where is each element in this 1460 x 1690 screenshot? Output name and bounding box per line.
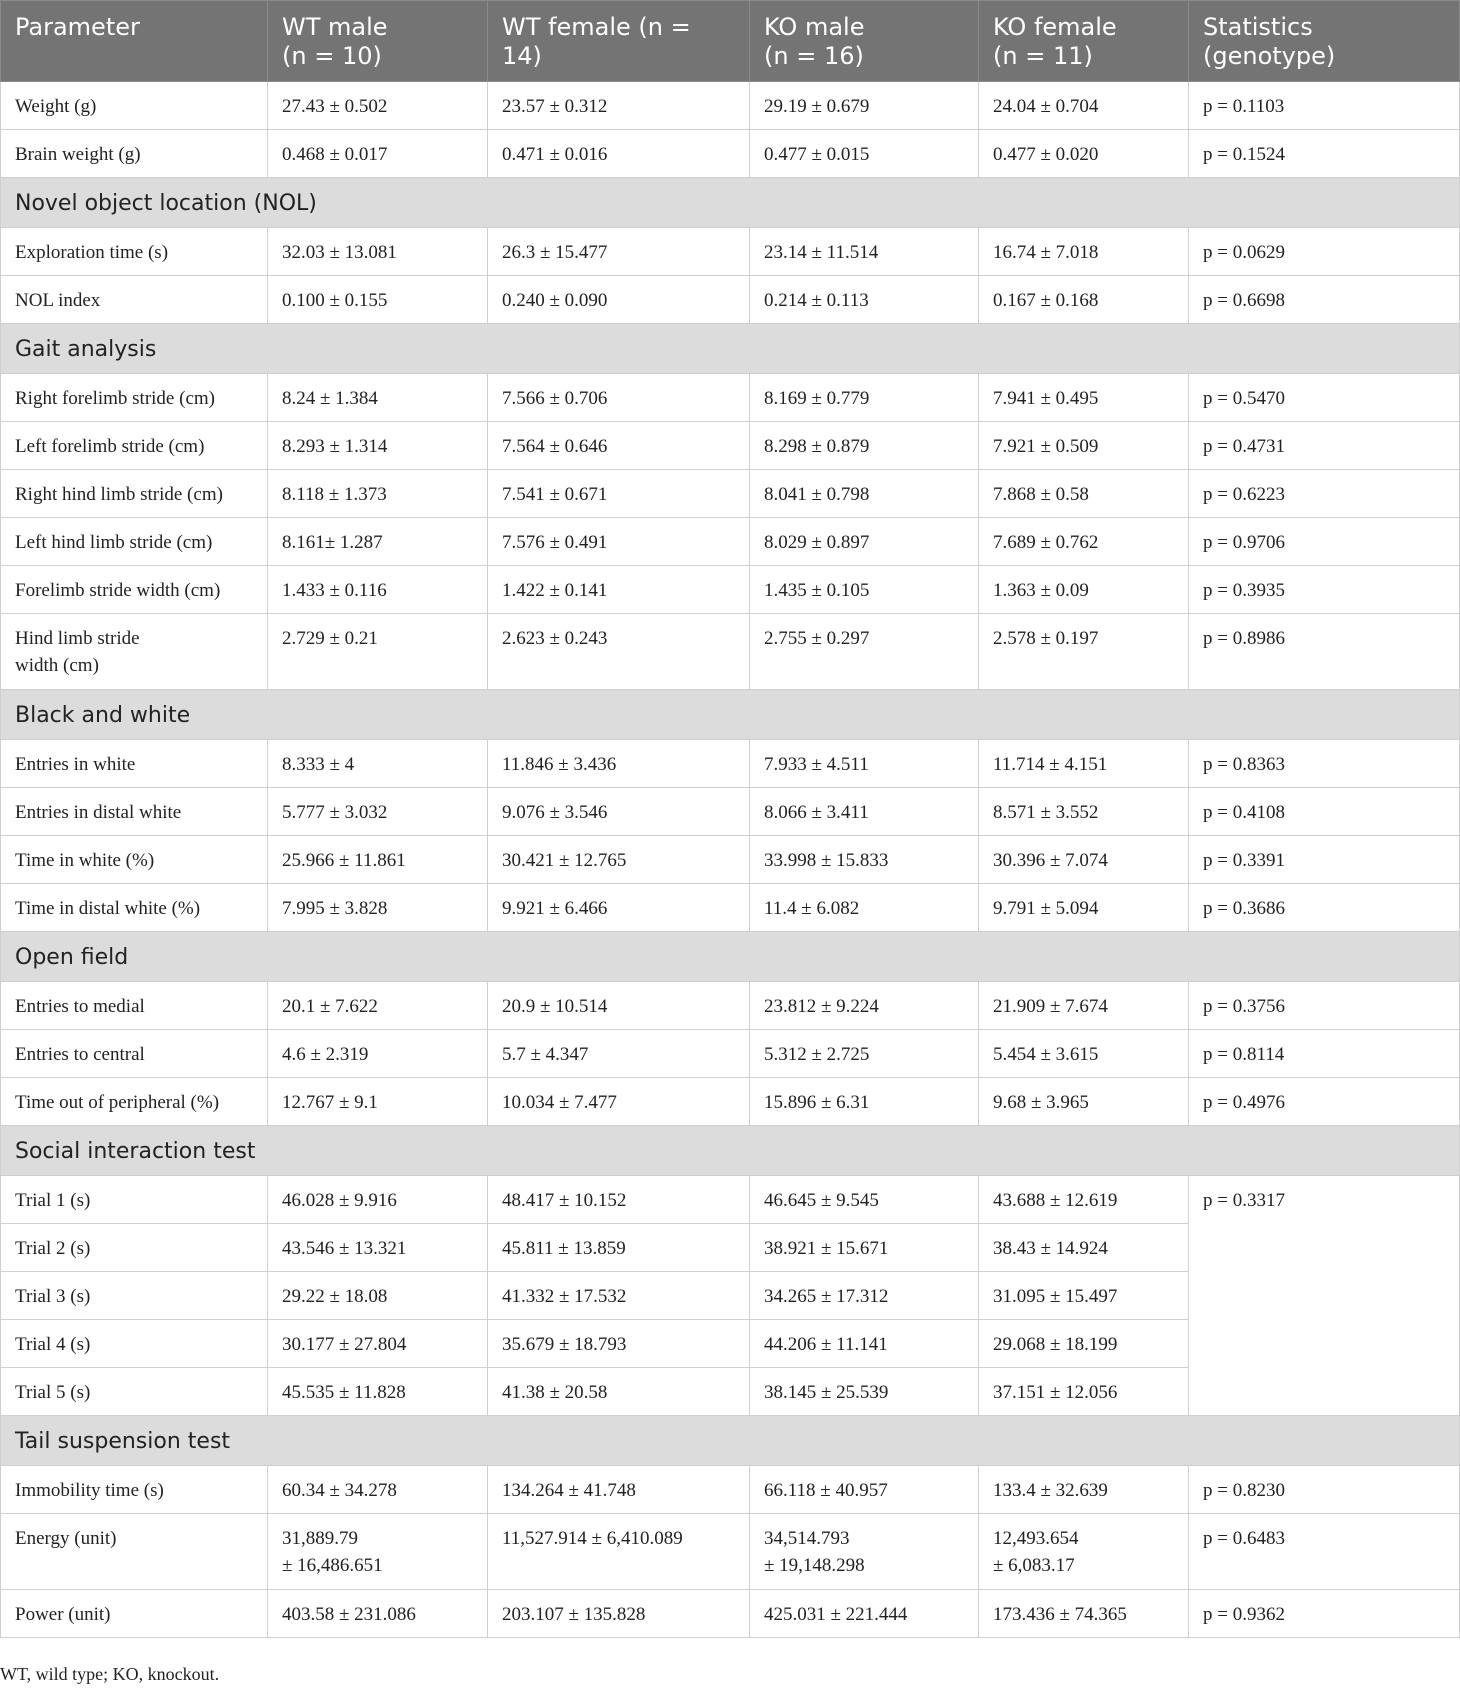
statistics-cell: p = 0.4731 xyxy=(1189,422,1460,470)
ko-male-cell: 8.169 ± 0.779 xyxy=(750,374,979,422)
ko-female-cell: 7.941 ± 0.495 xyxy=(979,374,1189,422)
parameter-cell: Trial 4 (s) xyxy=(1,1320,268,1368)
statistics-cell: p = 0.3756 xyxy=(1189,982,1460,1030)
table-row xyxy=(1,518,1460,566)
header-label: WT male (n = 10) xyxy=(282,13,388,70)
wt-male-cell: 2.729 ± 0.21 xyxy=(268,614,488,690)
statistics-cell: p = 0.9706 xyxy=(1189,518,1460,566)
header-label: WT female (n = 14) xyxy=(502,13,691,70)
wt-female-cell: 0.471 ± 0.016 xyxy=(488,130,750,178)
statistics-cell: p = 0.6223 xyxy=(1189,470,1460,518)
wt-male-cell: 30.177 ± 27.804 xyxy=(268,1320,488,1368)
ko-female-cell: 30.396 ± 7.074 xyxy=(979,836,1189,884)
statistics-cell: p = 0.6698 xyxy=(1189,276,1460,324)
header-label: KO male (n = 16) xyxy=(764,13,865,70)
statistics-cell: p = 0.8986 xyxy=(1189,614,1460,690)
ko-female-cell: 11.714 ± 4.151 xyxy=(979,740,1189,788)
table-row xyxy=(1,614,1460,690)
table-header xyxy=(1,1,1460,82)
wt-male-cell: 32.03 ± 13.081 xyxy=(268,228,488,276)
ko-female-cell: 5.454 ± 3.615 xyxy=(979,1030,1189,1078)
statistics-cell: p = 0.3317 xyxy=(1189,1176,1460,1416)
parameter-cell: Time in white (%) xyxy=(1,836,268,884)
table-row xyxy=(1,1590,1460,1638)
ko-female-cell: 0.167 ± 0.168 xyxy=(979,276,1189,324)
parameter-cell: Right hind limb stride (cm) xyxy=(1,470,268,518)
wt-female-cell: 10.034 ± 7.477 xyxy=(488,1078,750,1126)
ko-female-cell: 38.43 ± 14.924 xyxy=(979,1224,1189,1272)
header-row xyxy=(1,1,1460,82)
ko-male-cell: 44.206 ± 11.141 xyxy=(750,1320,979,1368)
header-parameter xyxy=(1,1,268,82)
wt-male-cell: 8.161± 1.287 xyxy=(268,518,488,566)
table-row xyxy=(1,836,1460,884)
wt-female-cell: 23.57 ± 0.312 xyxy=(488,82,750,130)
wt-female-cell: 26.3 ± 15.477 xyxy=(488,228,750,276)
section-title: Gait analysis xyxy=(1,324,1460,374)
parameter-cell: Left forelimb stride (cm) xyxy=(1,422,268,470)
wt-male-cell: 4.6 ± 2.319 xyxy=(268,1030,488,1078)
table-row xyxy=(1,422,1460,470)
parameter-cell: Left hind limb stride (cm) xyxy=(1,518,268,566)
header-label: Parameter xyxy=(15,13,140,41)
header-statistics xyxy=(1189,1,1460,82)
ko-female-cell: 16.74 ± 7.018 xyxy=(979,228,1189,276)
ko-male-cell: 8.029 ± 0.897 xyxy=(750,518,979,566)
ko-female-cell: 9.68 ± 3.965 xyxy=(979,1078,1189,1126)
wt-female-cell: 9.921 ± 6.466 xyxy=(488,884,750,932)
wt-male-cell: 403.58 ± 231.086 xyxy=(268,1590,488,1638)
ko-male-cell: 29.19 ± 0.679 xyxy=(750,82,979,130)
table-footnote: WT, wild type; KO, knockout. xyxy=(0,1664,220,1684)
table-row xyxy=(1,82,1460,130)
wt-female-cell: 41.38 ± 20.58 xyxy=(488,1368,750,1416)
parameter-cell: NOL index xyxy=(1,276,268,324)
header-ko-male xyxy=(750,1,979,82)
header-wt-male xyxy=(268,1,488,82)
wt-female-cell: 9.076 ± 3.546 xyxy=(488,788,750,836)
ko-female-cell: 7.868 ± 0.58 xyxy=(979,470,1189,518)
wt-male-cell: 5.777 ± 3.032 xyxy=(268,788,488,836)
statistics-cell: p = 0.8230 xyxy=(1189,1466,1460,1514)
parameter-cell: Trial 5 (s) xyxy=(1,1368,268,1416)
ko-male-cell: 1.435 ± 0.105 xyxy=(750,566,979,614)
ko-female-cell: 1.363 ± 0.09 xyxy=(979,566,1189,614)
ko-female-cell: 43.688 ± 12.619 xyxy=(979,1176,1189,1224)
ko-male-cell: 34.265 ± 17.312 xyxy=(750,1272,979,1320)
ko-female-cell: 29.068 ± 18.199 xyxy=(979,1320,1189,1368)
statistics-cell: p = 0.4108 xyxy=(1189,788,1460,836)
section-header-row xyxy=(1,932,1460,982)
wt-female-cell: 7.566 ± 0.706 xyxy=(488,374,750,422)
table-row xyxy=(1,1466,1460,1514)
table-row xyxy=(1,1176,1460,1224)
ko-male-cell: 38.145 ± 25.539 xyxy=(750,1368,979,1416)
ko-female-cell: 21.909 ± 7.674 xyxy=(979,982,1189,1030)
statistics-cell: p = 0.1103 xyxy=(1189,82,1460,130)
wt-female-cell: 5.7 ± 4.347 xyxy=(488,1030,750,1078)
parameter-cell: Entries in distal white xyxy=(1,788,268,836)
ko-female-cell: 12,493.654 ± 6,083.17 xyxy=(979,1514,1189,1590)
parameter-cell: Trial 2 (s) xyxy=(1,1224,268,1272)
wt-female-cell: 11,527.914 ± 6,410.089 xyxy=(488,1514,750,1590)
statistics-cell: p = 0.0629 xyxy=(1189,228,1460,276)
statistics-cell: p = 0.3391 xyxy=(1189,836,1460,884)
wt-female-cell: 0.240 ± 0.090 xyxy=(488,276,750,324)
table-row xyxy=(1,566,1460,614)
wt-female-cell: 20.9 ± 10.514 xyxy=(488,982,750,1030)
wt-male-cell: 43.546 ± 13.321 xyxy=(268,1224,488,1272)
statistics-cell: p = 0.9362 xyxy=(1189,1590,1460,1638)
table-row xyxy=(1,130,1460,178)
statistics-cell: p = 0.8114 xyxy=(1189,1030,1460,1078)
parameter-cell: Entries in white xyxy=(1,740,268,788)
table-row xyxy=(1,788,1460,836)
section-title: Novel object location (NOL) xyxy=(1,178,1460,228)
wt-male-cell: 8.118 ± 1.373 xyxy=(268,470,488,518)
wt-female-cell: 48.417 ± 10.152 xyxy=(488,1176,750,1224)
wt-female-cell: 35.679 ± 18.793 xyxy=(488,1320,750,1368)
ko-female-cell: 37.151 ± 12.056 xyxy=(979,1368,1189,1416)
ko-female-cell: 8.571 ± 3.552 xyxy=(979,788,1189,836)
parameter-cell: Right forelimb stride (cm) xyxy=(1,374,268,422)
wt-female-cell: 45.811 ± 13.859 xyxy=(488,1224,750,1272)
wt-female-cell: 30.421 ± 12.765 xyxy=(488,836,750,884)
wt-male-cell: 12.767 ± 9.1 xyxy=(268,1078,488,1126)
table-row xyxy=(1,740,1460,788)
section-header-row xyxy=(1,690,1460,740)
wt-female-cell: 7.576 ± 0.491 xyxy=(488,518,750,566)
table-row xyxy=(1,276,1460,324)
header-ko-female xyxy=(979,1,1189,82)
section-title: Black and white xyxy=(1,690,1460,740)
statistics-cell: p = 0.8363 xyxy=(1189,740,1460,788)
wt-male-cell: 20.1 ± 7.622 xyxy=(268,982,488,1030)
ko-male-cell: 8.066 ± 3.411 xyxy=(750,788,979,836)
ko-male-cell: 8.041 ± 0.798 xyxy=(750,470,979,518)
wt-male-cell: 8.293 ± 1.314 xyxy=(268,422,488,470)
parameter-cell: Power (unit) xyxy=(1,1590,268,1638)
section-header-row xyxy=(1,324,1460,374)
section-header-row xyxy=(1,178,1460,228)
ko-female-cell: 24.04 ± 0.704 xyxy=(979,82,1189,130)
table-row xyxy=(1,884,1460,932)
header-wt-female xyxy=(488,1,750,82)
table-row xyxy=(1,374,1460,422)
parameter-cell: Trial 1 (s) xyxy=(1,1176,268,1224)
wt-female-cell: 203.107 ± 135.828 xyxy=(488,1590,750,1638)
parameter-cell: Entries to medial xyxy=(1,982,268,1030)
table-row xyxy=(1,1078,1460,1126)
parameter-cell: Exploration time (s) xyxy=(1,228,268,276)
wt-male-cell: 8.333 ± 4 xyxy=(268,740,488,788)
ko-female-cell: 9.791 ± 5.094 xyxy=(979,884,1189,932)
table-row xyxy=(1,470,1460,518)
wt-male-cell: 25.966 ± 11.861 xyxy=(268,836,488,884)
section-header-row xyxy=(1,1126,1460,1176)
statistics-cell: p = 0.6483 xyxy=(1189,1514,1460,1590)
ko-male-cell: 33.998 ± 15.833 xyxy=(750,836,979,884)
parameter-cell: Time out of peripheral (%) xyxy=(1,1078,268,1126)
ko-male-cell: 0.477 ± 0.015 xyxy=(750,130,979,178)
wt-female-cell: 11.846 ± 3.436 xyxy=(488,740,750,788)
ko-male-cell: 38.921 ± 15.671 xyxy=(750,1224,979,1272)
ko-female-cell: 0.477 ± 0.020 xyxy=(979,130,1189,178)
header-label: Statistics (genotype) xyxy=(1203,13,1336,70)
wt-male-cell: 60.34 ± 34.278 xyxy=(268,1466,488,1514)
table-row xyxy=(1,1514,1460,1590)
wt-male-cell: 0.100 ± 0.155 xyxy=(268,276,488,324)
wt-female-cell: 7.541 ± 0.671 xyxy=(488,470,750,518)
wt-male-cell: 45.535 ± 11.828 xyxy=(268,1368,488,1416)
table-body xyxy=(1,82,1460,1638)
wt-female-cell: 1.422 ± 0.141 xyxy=(488,566,750,614)
ko-male-cell: 5.312 ± 2.725 xyxy=(750,1030,979,1078)
ko-female-cell: 2.578 ± 0.197 xyxy=(979,614,1189,690)
ko-male-cell: 7.933 ± 4.511 xyxy=(750,740,979,788)
statistics-cell: p = 0.3935 xyxy=(1189,566,1460,614)
wt-male-cell: 8.24 ± 1.384 xyxy=(268,374,488,422)
parameter-cell: Trial 3 (s) xyxy=(1,1272,268,1320)
wt-male-cell: 46.028 ± 9.916 xyxy=(268,1176,488,1224)
wt-female-cell: 2.623 ± 0.243 xyxy=(488,614,750,690)
parameter-cell: Weight (g) xyxy=(1,82,268,130)
statistics-cell: p = 0.5470 xyxy=(1189,374,1460,422)
ko-male-cell: 0.214 ± 0.113 xyxy=(750,276,979,324)
wt-female-cell: 134.264 ± 41.748 xyxy=(488,1466,750,1514)
wt-male-cell: 7.995 ± 3.828 xyxy=(268,884,488,932)
table-row xyxy=(1,228,1460,276)
statistics-cell: p = 0.4976 xyxy=(1189,1078,1460,1126)
header-label: KO female (n = 11) xyxy=(993,13,1117,70)
parameter-cell: Time in distal white (%) xyxy=(1,884,268,932)
ko-female-cell: 7.921 ± 0.509 xyxy=(979,422,1189,470)
wt-male-cell: 27.43 ± 0.502 xyxy=(268,82,488,130)
table-row xyxy=(1,1030,1460,1078)
ko-male-cell: 8.298 ± 0.879 xyxy=(750,422,979,470)
statistics-cell: p = 0.3686 xyxy=(1189,884,1460,932)
wt-male-cell: 0.468 ± 0.017 xyxy=(268,130,488,178)
section-title: Tail suspension test xyxy=(1,1416,1460,1466)
parameter-cell: Forelimb stride width (cm) xyxy=(1,566,268,614)
ko-male-cell: 425.031 ± 221.444 xyxy=(750,1590,979,1638)
section-header-row xyxy=(1,1416,1460,1466)
ko-female-cell: 173.436 ± 74.365 xyxy=(979,1590,1189,1638)
ko-female-cell: 133.4 ± 32.639 xyxy=(979,1466,1189,1514)
table-row xyxy=(1,982,1460,1030)
ko-male-cell: 23.14 ± 11.514 xyxy=(750,228,979,276)
wt-male-cell: 29.22 ± 18.08 xyxy=(268,1272,488,1320)
wt-male-cell: 31,889.79 ± 16,486.651 xyxy=(268,1514,488,1590)
section-title: Open field xyxy=(1,932,1460,982)
ko-male-cell: 34,514.793 ± 19,148.298 xyxy=(750,1514,979,1590)
ko-male-cell: 2.755 ± 0.297 xyxy=(750,614,979,690)
wt-female-cell: 41.332 ± 17.532 xyxy=(488,1272,750,1320)
wt-female-cell: 7.564 ± 0.646 xyxy=(488,422,750,470)
ko-male-cell: 66.118 ± 40.957 xyxy=(750,1466,979,1514)
parameter-cell: Immobility time (s) xyxy=(1,1466,268,1514)
parameter-cell: Hind limb stride width (cm) xyxy=(1,614,268,690)
ko-female-cell: 31.095 ± 15.497 xyxy=(979,1272,1189,1320)
ko-male-cell: 15.896 ± 6.31 xyxy=(750,1078,979,1126)
parameter-cell: Energy (unit) xyxy=(1,1514,268,1590)
wt-male-cell: 1.433 ± 0.116 xyxy=(268,566,488,614)
statistics-cell: p = 0.1524 xyxy=(1189,130,1460,178)
parameter-cell: Entries to central xyxy=(1,1030,268,1078)
ko-female-cell: 7.689 ± 0.762 xyxy=(979,518,1189,566)
section-title: Social interaction test xyxy=(1,1126,1460,1176)
ko-male-cell: 23.812 ± 9.224 xyxy=(750,982,979,1030)
ko-male-cell: 46.645 ± 9.545 xyxy=(750,1176,979,1224)
parameter-cell: Brain weight (g) xyxy=(1,130,268,178)
ko-male-cell: 11.4 ± 6.082 xyxy=(750,884,979,932)
